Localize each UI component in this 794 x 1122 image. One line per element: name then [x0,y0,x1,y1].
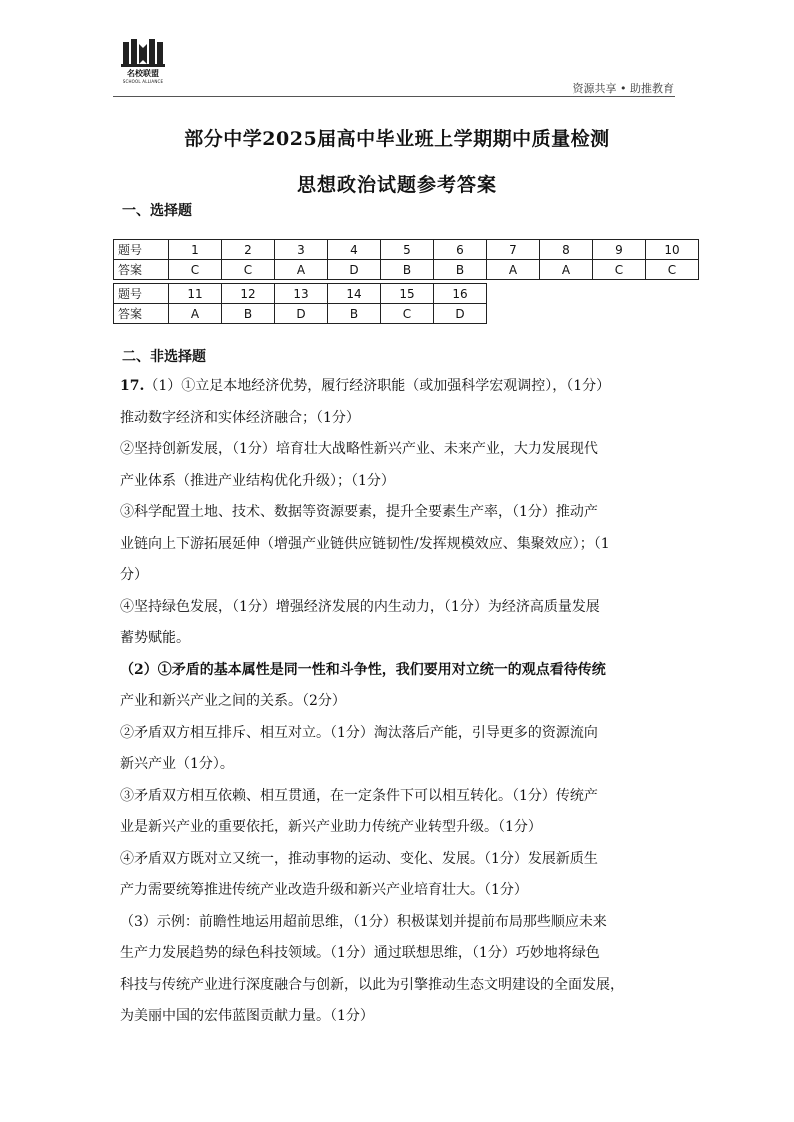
answer-cell: A [487,260,540,280]
answer-line: ④矛盾双方既对立又统一，推动事物的运动、变化、发展。（1分）发展新质生 [120,850,598,867]
answer-line: ②坚持创新发展，（1分）培育壮大战略性新兴产业、未来产业，大力发展现代 [120,441,598,457]
question-number: 5 [381,240,434,260]
answer-cell: B [328,304,381,324]
document-subtitle: 思想政治试题参考答案 [296,174,497,196]
answer-line: 推动数字经济和实体经济融合；（1分） [120,409,360,426]
answer-line: 业是新兴产业的重要依托，新兴产业助力传统产业转型升级。（1分） [120,819,542,835]
question-number: 8 [540,240,593,260]
answer-cell: D [328,260,381,280]
answer-cell: D [434,304,487,324]
answer-line: （2）①矛盾的基本属性是同一性和斗争性，我们要用对立统一的观点看待传统 [120,661,606,678]
question-number: 14 [328,284,381,304]
answer-cell: A [275,260,328,280]
answer-cell: C [222,260,275,280]
question-number: 15 [381,284,434,304]
logo-text: 名校联盟 [127,69,159,78]
answer-line: ③科学配置土地、技术、数据等资源要素，提升全要素生产率，（1分）推动产 [120,504,598,520]
answer-line: ④坚持绿色发展，（1分）增强经济发展的内生动力，（1分）为经济高质量发展 [120,598,600,615]
question-number: 3 [275,240,328,260]
answer-line: ②矛盾双方相互排斥、相互对立。（1分）淘汰落后产能，引导更多的资源流向 [120,724,598,741]
question-17-number: 17. [120,378,145,394]
row-label-question: 题号 [114,284,169,304]
answer-row [114,260,699,280]
question-number: 9 [593,240,646,260]
page-header [0,0,794,100]
section-heading-nonchoice: 二、非选择题 [122,349,206,365]
school-alliance-logo [115,38,171,94]
answer-line: 新兴产业（1分）。 [120,756,234,772]
question-number: 10 [646,240,699,260]
answer-line: 生产力发展趋势的绿色科技领域。（1分）通过联想思维，（1分）巧妙地将绿色 [120,945,600,961]
answer-cell: A [540,260,593,280]
header-slogan: 资源共享 • 助推教育 [572,82,674,95]
logo-subtext: SCHOOL ALLIANCE [122,79,164,84]
answer-body [120,371,685,1033]
answer-line [120,371,685,403]
answer-line-text: （1）①立足本地经济优势，履行经济职能（或加强科学宏观调控），（1分） [144,378,611,394]
row-label-answer: 答案 [114,260,169,280]
question-row [114,240,699,260]
answer-line: 产业和新兴产业之间的关系。（2分） [120,693,346,709]
answer-line: 产力需要统筹推进传统产业改造升级和新兴产业培育壮大。（1分） [120,882,528,898]
answer-line: （3）示例：前瞻性地运用超前思维，（1分）积极谋划并提前布局那些顺应未来 [120,913,607,930]
answer-row [114,304,487,324]
question-number: 1 [169,240,222,260]
question-number: 7 [487,240,540,260]
header-divider [113,96,675,97]
book-logo-icon [121,38,165,68]
question-number: 2 [222,240,275,260]
answer-line: 蓄势赋能。 [120,630,190,646]
question-number: 12 [222,284,275,304]
question-number: 11 [169,284,222,304]
answer-cell: C [169,260,222,280]
row-label-question: 题号 [114,240,169,260]
question-number: 4 [328,240,381,260]
question-row [114,284,487,304]
answer-line: 产业体系（推进产业结构优化升级）；（1分） [120,472,395,489]
answer-cell: C [593,260,646,280]
answer-line: 分） [120,567,148,583]
answer-table-2 [113,283,487,324]
document-title: 部分中学2025届高中毕业班上学期期中质量检测 [184,128,610,150]
answer-cell: C [646,260,699,280]
answer-cell: C [381,304,434,324]
answer-line: 为美丽中国的宏伟蓝图贡献力量。（1分） [120,1008,374,1024]
question-number: 6 [434,240,487,260]
answer-cell: A [169,304,222,324]
answer-line: 科技与传统产业进行深度融合与创新，以此为引擎推动生态文明建设的全面发展， [120,976,624,993]
row-label-answer: 答案 [114,304,169,324]
answer-table-1 [113,239,699,280]
answer-cell: D [275,304,328,324]
answer-cell: B [434,260,487,280]
answer-line: ③矛盾双方相互依赖、相互贯通，在一定条件下可以相互转化。（1分）传统产 [120,787,598,804]
section-heading-choice: 一、选择题 [122,203,192,219]
answer-cell: B [222,304,275,324]
answer-line: 业链向上下游拓展延伸（增强产业链供应链韧性/发挥规模效应、集聚效应）；（1 [120,535,610,552]
answer-cell: B [381,260,434,280]
question-number: 13 [275,284,328,304]
question-number: 16 [434,284,487,304]
